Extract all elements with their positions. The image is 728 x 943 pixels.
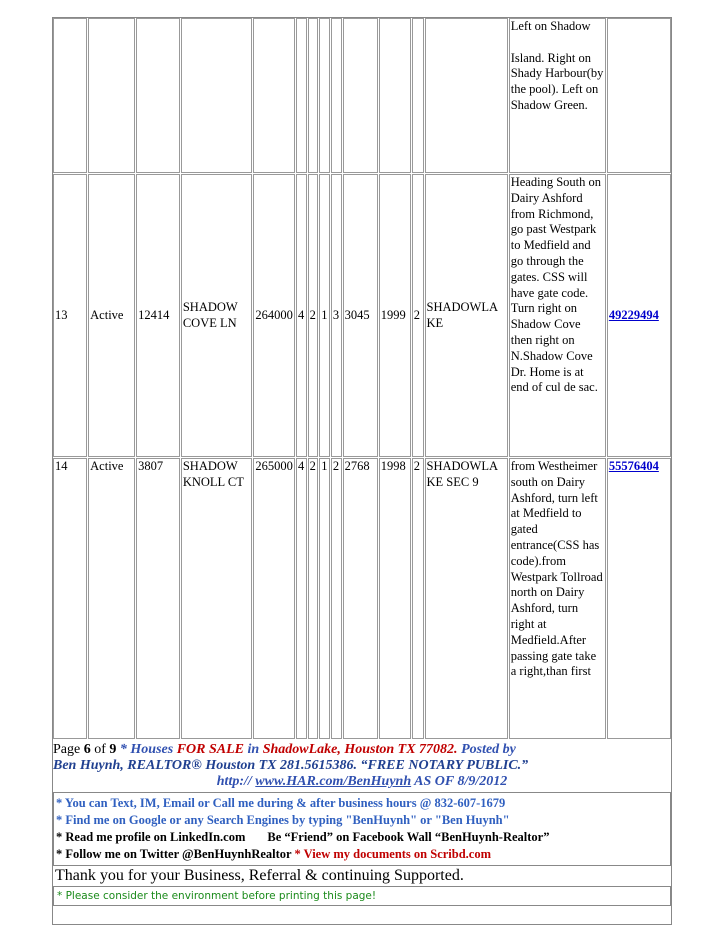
cell-half-baths: 1 <box>319 458 330 739</box>
cell-number: 3807 <box>136 458 180 739</box>
cell-half-baths: 1 <box>319 174 330 457</box>
cell-directions: from Westheimer south on Dairy Ashford, turn left at Medfield to gated entrance(CSS has code).from Westpark Tollroad north on Dairy Ashford, turn right at Medfield.After passing gate take a right,than first <box>509 458 606 739</box>
realtor-line <box>53 758 671 774</box>
cell-street: SHADOW KNOLL CT <box>181 458 252 739</box>
cell-sqft <box>343 18 378 173</box>
location-label: ShadowLake, Houston TX 77082. <box>262 742 458 757</box>
cell-garage: 2 <box>412 174 424 457</box>
cell-full-baths <box>308 18 319 173</box>
scribd-text: * View my documents on Scribd.com <box>291 847 492 861</box>
cell-garage: 2 <box>412 458 424 739</box>
houses-label: * Houses <box>116 742 177 757</box>
cell-year: 1998 <box>379 458 411 739</box>
cell-garage <box>412 18 424 173</box>
contact-box <box>53 792 671 866</box>
cell-year <box>379 18 411 173</box>
cell-full-baths: 2 <box>308 458 319 739</box>
cell-number: 12414 <box>136 174 180 457</box>
cell-full-baths: 2 <box>308 174 319 457</box>
for-sale-label: FOR SALE <box>176 742 244 757</box>
twitter-line <box>56 846 668 863</box>
mls-link[interactable]: 55576404 <box>608 459 659 473</box>
cell-directions: Heading South on Dairy Ashford from Richmond, go past Westpark to Medfield and go through the gates. CSS will have gate code. Turn right on Shadow Cove then right on N.Shadow Cove Dr. Home is at end of cul de sac. <box>509 174 606 457</box>
contact-line-1: * You can Text, IM, Email or Call me during & after business hours @ 832-607-1679 <box>56 796 506 810</box>
cell-beds: 4 <box>296 174 307 457</box>
thank-you-text: Thank you for your Business, Referral & continuing Supported. <box>55 867 464 884</box>
cell-stories <box>331 18 342 173</box>
url-line <box>53 774 671 790</box>
page-of-label: of <box>90 742 110 757</box>
cell-year: 1999 <box>379 174 411 457</box>
table-row <box>53 174 671 457</box>
cell-directions: Left on Shadow Island. Right on Shady Harbour(by the pool). Left on Shadow Green. <box>509 18 606 173</box>
page-number: 6 <box>83 742 91 757</box>
cell-beds: 4 <box>296 458 307 739</box>
cell-mls <box>607 174 671 457</box>
cell-no: 13 <box>53 174 87 457</box>
cell-number <box>136 18 180 173</box>
as-of-date: AS OF 8/9/2012 <box>411 774 508 789</box>
twitter-text: * Follow me on Twitter @BenHuynhRealtor <box>56 847 292 861</box>
har-link[interactable]: www.HAR.com/BenHuynh <box>255 774 412 789</box>
cell-mls <box>607 458 671 739</box>
realtor-text: Ben Huynh, REALTOR® Houston TX 281.5615386. “FREE NOTARY PUBLIC.” <box>53 758 529 773</box>
cell-half-baths <box>319 18 330 173</box>
cell-beds <box>296 18 307 173</box>
mls-link[interactable]: 49229494 <box>608 307 659 322</box>
in-label: in <box>244 742 263 757</box>
cell-status <box>88 18 135 173</box>
url-prefix: http:// <box>216 774 256 789</box>
cell-street: SHADOW COVE LN <box>181 174 252 457</box>
posted-by-label: Posted by <box>457 742 516 757</box>
page-footer <box>53 742 671 906</box>
cell-price: 264000 <box>253 174 295 457</box>
cell-status: Active <box>88 174 135 457</box>
page-label: Page <box>53 742 84 757</box>
cell-stories: 3 <box>331 174 342 457</box>
cell-sqft: 2768 <box>343 458 378 739</box>
environment-note: * Please consider the environment before printing this page! <box>53 886 671 906</box>
page-total: 9 <box>109 742 117 757</box>
social-line <box>56 829 668 846</box>
cell-price: 265000 <box>253 458 295 739</box>
cell-subdivision: SHADOWLAKE SEC 9 <box>425 458 508 739</box>
cell-subdivision: SHADOWLAKE <box>425 174 508 457</box>
contact-line-2: * Find me on Google or any Search Engines by typing "BenHuynh" or "Ben Huynh" <box>56 813 510 827</box>
cell-no <box>53 18 87 173</box>
cell-street <box>181 18 252 173</box>
table-row <box>53 18 671 173</box>
cell-sqft: 3045 <box>343 174 378 457</box>
cell-mls <box>607 18 671 173</box>
facebook-text: Be “Friend” on Facebook Wall “BenHuynh-Realtor” <box>267 830 550 844</box>
cell-no: 14 <box>53 458 87 739</box>
footer-title <box>53 742 671 758</box>
cell-price <box>253 18 295 173</box>
table-row <box>53 458 671 739</box>
listings-table <box>52 17 672 740</box>
cell-stories: 2 <box>331 458 342 739</box>
cell-subdivision <box>425 18 508 173</box>
linkedin-text: * Read me profile on LinkedIn.com <box>56 830 246 844</box>
cell-status: Active <box>88 458 135 739</box>
